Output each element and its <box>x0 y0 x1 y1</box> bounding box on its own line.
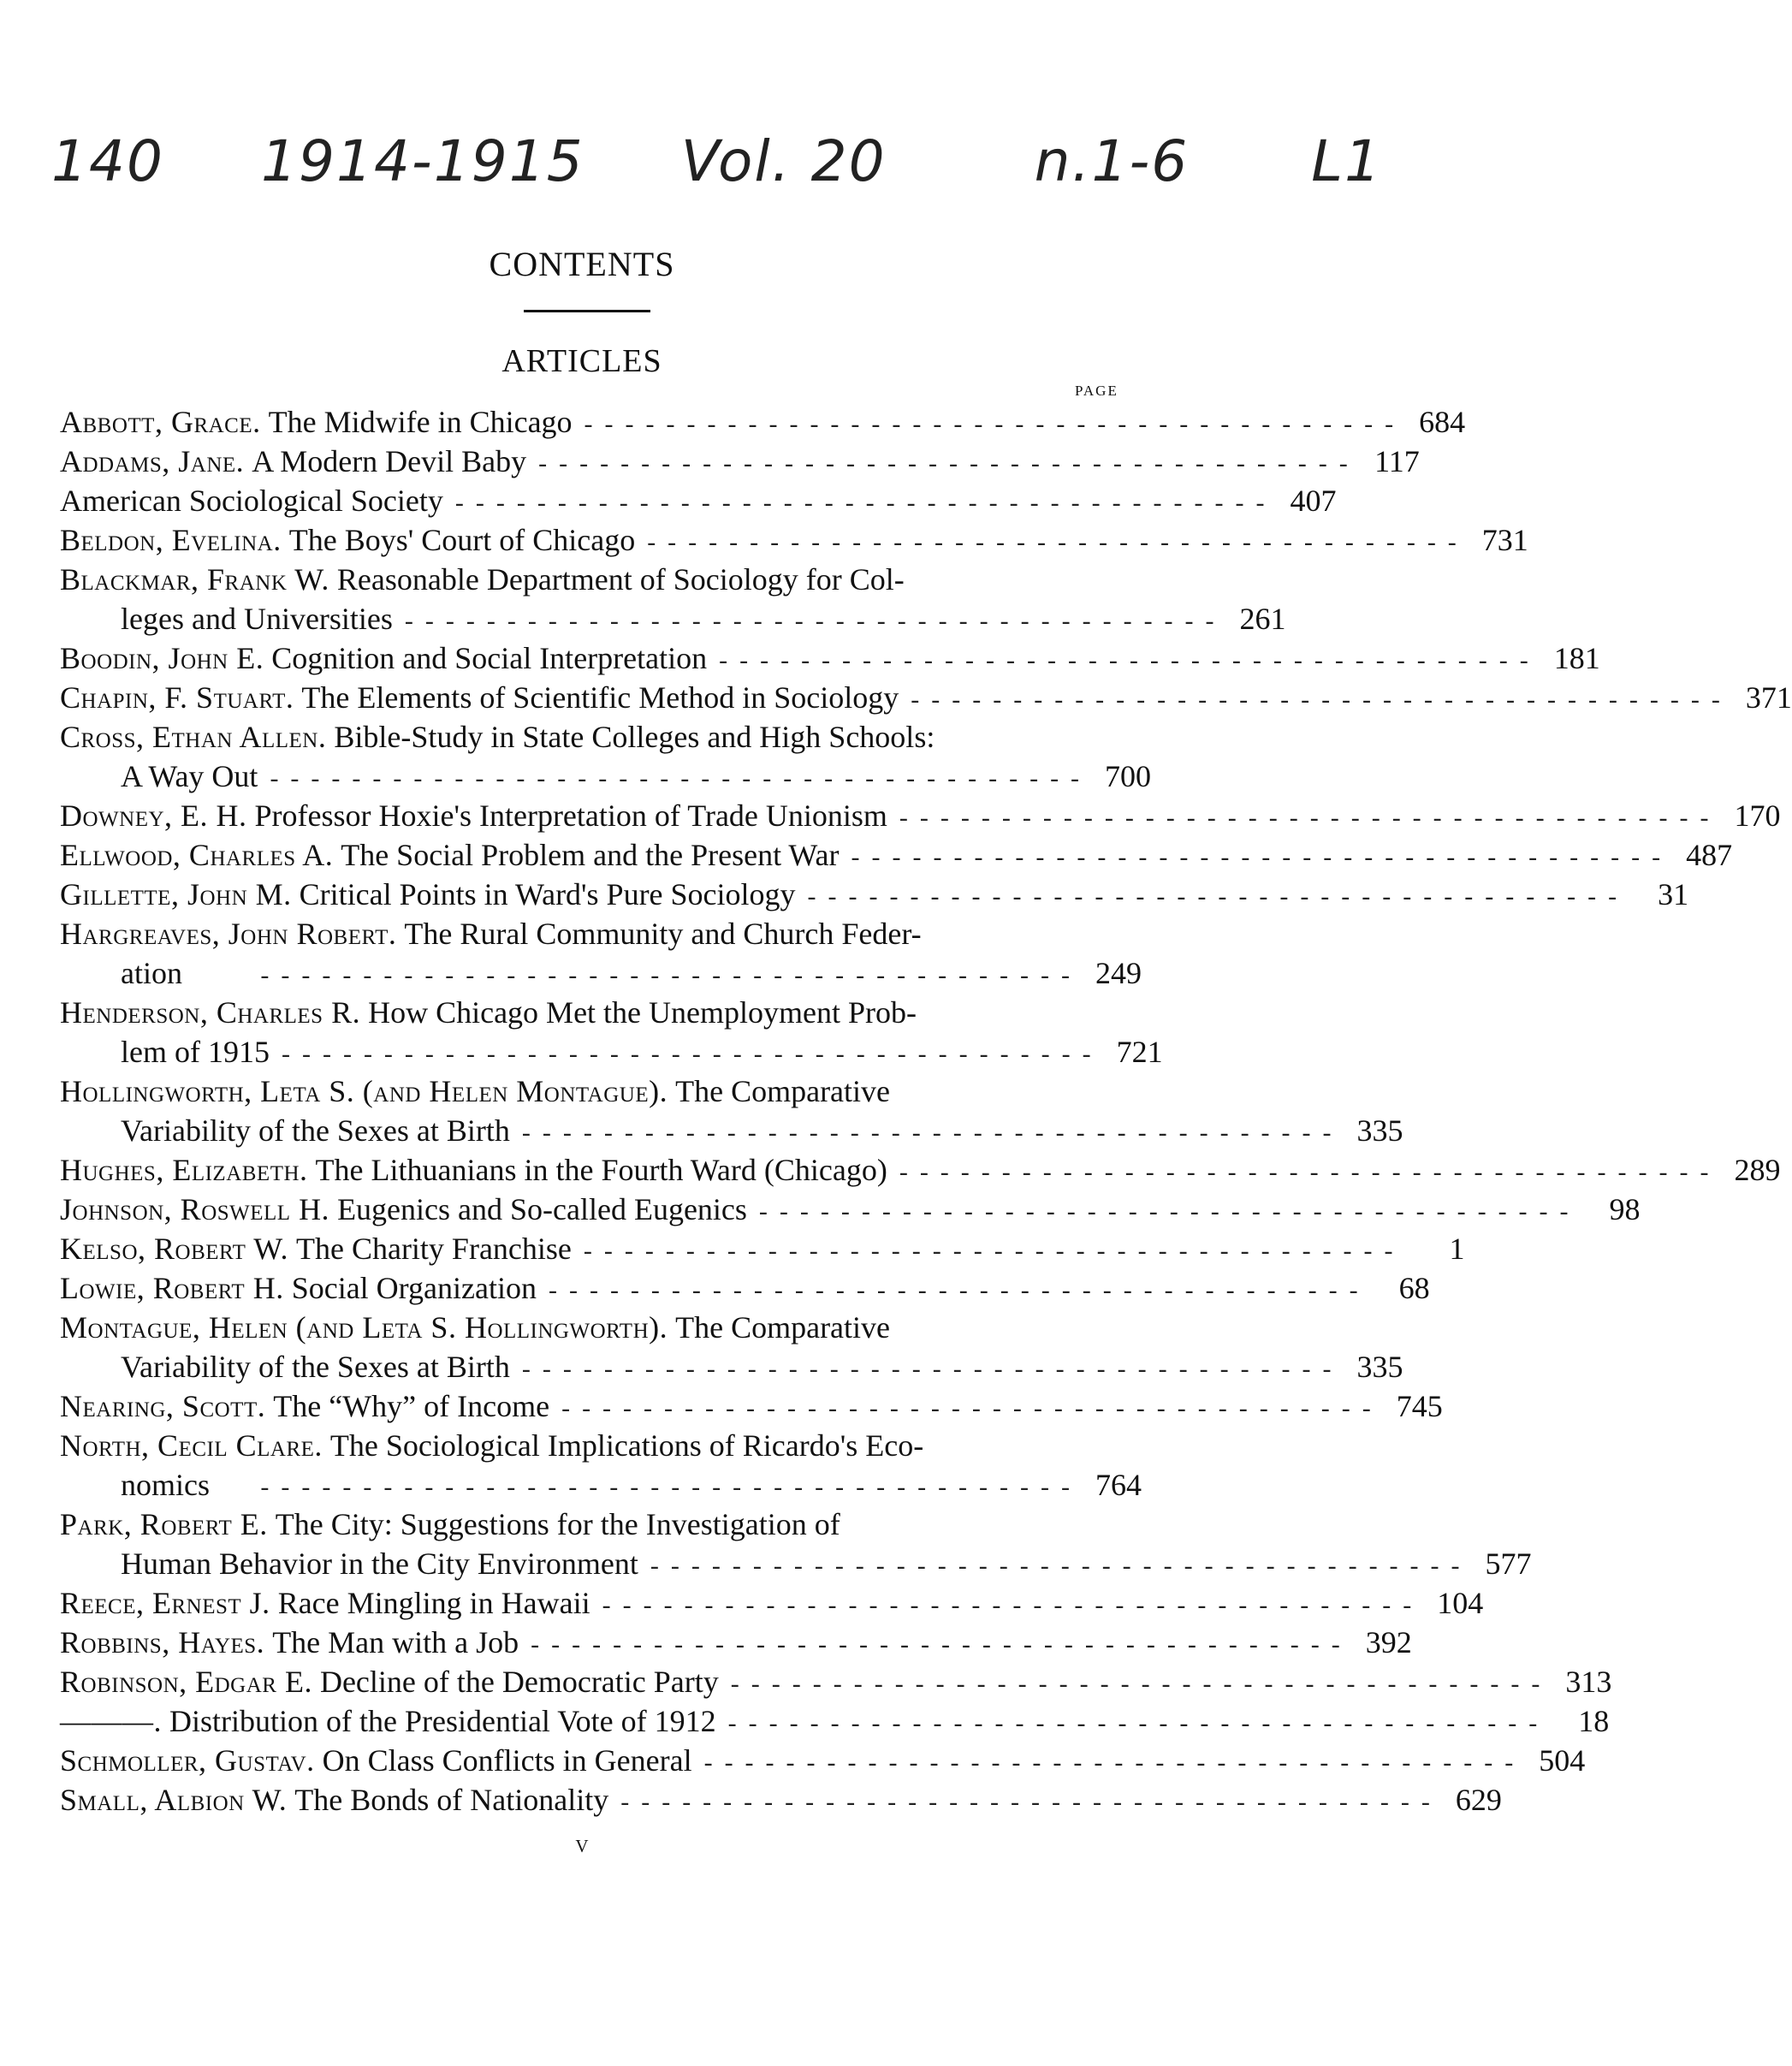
entry-title: A Modern Devil Baby <box>252 444 527 478</box>
dot-leader: ---------------------------------------- <box>281 1040 1103 1068</box>
toc-entry-line <box>60 442 1420 481</box>
entry-title: ation <box>121 956 182 990</box>
entry-title: Bible-Study in State Colleges and High Schools: <box>334 720 935 754</box>
entry-author: Ellwood, Charles A. <box>60 838 334 872</box>
spacer <box>244 442 252 481</box>
table-of-contents <box>60 402 1792 1820</box>
toc-entry <box>60 835 1733 875</box>
dot-leader: ---------------------------------------- <box>758 1197 1581 1226</box>
entry-title: The Comparative <box>675 1310 891 1345</box>
toc-entry-line <box>60 914 1142 953</box>
entry-author: Robbins, Hayes. <box>60 1625 265 1659</box>
toc-entry <box>60 1623 1412 1662</box>
spacer <box>264 638 271 678</box>
handwritten-years: 1914-1915 <box>260 128 584 194</box>
entry-author: Reece, Ernest J. <box>60 1586 270 1620</box>
entry-page-number: 31 <box>1658 877 1689 911</box>
entry-page-number: 629 <box>1455 1783 1502 1817</box>
entry-title: leges and Universities <box>121 602 393 636</box>
entry-author: Lowie, Robert H. <box>60 1271 284 1305</box>
entry-author: Cross, Ethan Allen. <box>60 720 327 754</box>
entry-page-number: 684 <box>1419 405 1466 439</box>
entry-author: Robinson, Edgar E. <box>60 1665 312 1699</box>
entry-page-number: 504 <box>1539 1743 1586 1778</box>
toc-entry-line <box>60 796 1781 835</box>
spacer <box>287 1780 294 1820</box>
toc-entry-line <box>60 1505 1142 1544</box>
toc-entry-line <box>60 1190 1641 1229</box>
toc-entry-line <box>60 481 1337 520</box>
entry-title: Eugenics and So-called Eugenics <box>337 1192 747 1226</box>
spacer <box>312 1662 320 1701</box>
toc-entry <box>60 481 1337 520</box>
entry-page-number: 289 <box>1734 1153 1781 1187</box>
toc-entry-line <box>60 1623 1412 1662</box>
entry-page-number: 117 <box>1374 444 1420 478</box>
entry-page-number: 700 <box>1105 759 1152 793</box>
page-column-label: PAGE <box>1075 383 1119 399</box>
toc-entry <box>60 402 1466 442</box>
entry-page-number: 764 <box>1095 1468 1142 1502</box>
toc-entry <box>60 1780 1502 1820</box>
entry-author: Boodin, John E. <box>60 641 264 675</box>
entry-author: Small, Albion W. <box>60 1783 288 1817</box>
toc-entry-line <box>60 1701 1610 1741</box>
entry-title: lem of 1915 <box>121 1035 270 1069</box>
entry-page-number: 745 <box>1396 1389 1443 1423</box>
toc-entry-line <box>60 757 1152 796</box>
entry-page-number: 392 <box>1365 1625 1412 1659</box>
entry-author: Beldon, Evelina. <box>60 523 282 557</box>
dot-leader: ---------------------------------------- <box>583 1237 1405 1265</box>
toc-entry <box>60 1190 1641 1229</box>
spacer <box>264 1623 272 1662</box>
entry-title: The Rural Community and Church Feder- <box>404 917 922 951</box>
handwritten-annotation <box>51 128 1382 194</box>
spacer <box>288 1229 296 1268</box>
spacer <box>292 875 300 914</box>
entry-page-number: 487 <box>1686 838 1733 872</box>
dot-leader: ---------------------------------------- <box>730 1670 1552 1698</box>
entry-author: Johnson, Roswell H. <box>60 1192 330 1226</box>
toc-entry-line <box>60 1032 1163 1072</box>
toc-entry <box>60 993 1163 1072</box>
entry-page-number: 181 <box>1553 641 1600 675</box>
toc-entry-line <box>60 1662 1612 1701</box>
entry-title: The Boys' Court of Chicago <box>288 523 636 557</box>
entry-title: The Charity Franchise <box>295 1232 572 1266</box>
entry-author: Chapin, F. Stuart. <box>60 680 294 715</box>
entry-author: Schmoller, Gustav. <box>60 1743 315 1778</box>
dot-leader: ---------------------------------------- <box>719 646 1540 674</box>
toc-entry <box>60 1072 1403 1150</box>
entry-title: The Bonds of Nationality <box>294 1783 609 1817</box>
entry-title: Decline of the Democratic Party <box>319 1665 719 1699</box>
entry-title: The Sociological Implications of Ricardo's Eco- <box>329 1428 924 1463</box>
section-heading: ARTICLES <box>501 343 662 379</box>
entry-title: How Chicago Met the Unemployment Prob- <box>368 995 917 1030</box>
entry-title: Reasonable Department of Sociology for Col- <box>336 562 905 597</box>
toc-entry-line <box>60 1308 1142 1347</box>
toc-entry <box>60 638 1600 678</box>
toc-entry <box>60 1662 1612 1701</box>
entry-page-number: 721 <box>1116 1035 1163 1069</box>
spacer <box>360 993 368 1032</box>
spacer <box>396 914 404 953</box>
entry-page-number: 577 <box>1485 1547 1532 1581</box>
spacer <box>261 402 269 442</box>
spacer <box>668 1072 675 1111</box>
page-title: CONTENTS <box>489 245 675 283</box>
entry-author: Henderson, Charles R. <box>60 995 361 1030</box>
dot-leader: ---------------------------------------- <box>911 686 1732 714</box>
toc-entry-line <box>60 953 1142 993</box>
toc-entry-line <box>60 1741 1586 1780</box>
entry-title: Variability of the Sexes at Birth <box>121 1350 510 1384</box>
dot-leader: ---------------------------------------- <box>703 1748 1526 1777</box>
dot-leader: ---------------------------------------- <box>620 1788 1442 1816</box>
toc-entry-line <box>60 1111 1403 1150</box>
dot-leader: ---------------------------------------- <box>521 1119 1344 1147</box>
spacer <box>268 1505 276 1544</box>
entry-author: Hughes, Elizabeth. <box>60 1153 308 1187</box>
toc-entry-line <box>60 1465 1142 1505</box>
entry-title: Distribution of the Presidential Vote of 1912 <box>169 1704 716 1738</box>
toc-entry-line <box>60 1386 1443 1426</box>
toc-entry <box>60 1268 1430 1308</box>
entry-title: The City: Suggestions for the Investigation of <box>275 1507 840 1541</box>
entry-page-number: 18 <box>1578 1704 1610 1738</box>
handwritten-numbers: n.1-6 <box>1034 128 1190 194</box>
entry-title: Variability of the Sexes at Birth <box>121 1113 510 1148</box>
entry-title: The Elements of Scientific Method in Sociology <box>301 680 899 715</box>
spacer <box>162 1701 169 1741</box>
toc-entry-line <box>60 402 1466 442</box>
toc-entry-line <box>60 1072 1142 1111</box>
toc-entry <box>60 914 1142 993</box>
entry-page-number: 1 <box>1449 1232 1465 1266</box>
dot-leader: ---------------------------------------- <box>807 882 1629 911</box>
dot-leader: ---------------------------------------- <box>899 1158 1721 1186</box>
entry-title: Professor Hoxie's Interpretation of Trade Unionism <box>254 798 887 833</box>
toc-entry-line <box>60 1347 1403 1386</box>
toc-entry-line <box>60 1229 1465 1268</box>
handwritten-code: L1 <box>1311 128 1382 194</box>
entry-page-number: 731 <box>1481 523 1528 557</box>
entry-page-number: 249 <box>1095 956 1142 990</box>
entry-author: Blackmar, Frank W. <box>60 562 329 597</box>
toc-entry <box>60 442 1420 481</box>
entry-title: The Midwife in Chicago <box>268 405 573 439</box>
entry-title: The Man with a Job <box>272 1625 519 1659</box>
spacer <box>333 835 341 875</box>
dot-leader: ---------------------------------------- <box>602 1591 1424 1619</box>
entry-title: Social Organization <box>291 1271 537 1305</box>
toc-entry-line <box>60 1268 1430 1308</box>
dot-leader: ---------------------------------------- <box>270 764 1092 793</box>
entry-title: On Class Conflicts in General <box>322 1743 692 1778</box>
entry-title: The Lithuanians in the Fourth Ward (Chicago) <box>315 1153 887 1187</box>
toc-entry-line <box>60 1150 1781 1190</box>
spacer <box>308 1150 316 1190</box>
dot-leader: ---------------------------------------- <box>531 1630 1352 1659</box>
toc-entry <box>60 678 1792 717</box>
spacer <box>282 520 289 560</box>
entry-page-number: 261 <box>1239 602 1286 636</box>
toc-entry <box>60 1741 1586 1780</box>
dot-leader: ---------------------------------------- <box>647 528 1469 556</box>
spacer <box>329 1190 337 1229</box>
handwritten-volume: Vol. 20 <box>680 128 887 194</box>
entry-page-number: 313 <box>1565 1665 1612 1699</box>
title-rule <box>524 310 650 312</box>
toc-entry-line <box>60 875 1689 914</box>
dot-leader: ---------------------------------------- <box>454 489 1277 517</box>
entry-title: American Sociological Society <box>60 484 443 518</box>
entry-author: Downey, E. H. <box>60 798 247 833</box>
dot-leader: ---------------------------------------- <box>538 449 1360 478</box>
entry-page-number: 371 <box>1745 680 1792 715</box>
toc-entry <box>60 1308 1403 1386</box>
toc-entry <box>60 560 1286 638</box>
toc-entry-line <box>60 1583 1484 1623</box>
dot-leader: ---------------------------------------- <box>521 1355 1344 1383</box>
entry-author: North, Cecil Clare. <box>60 1428 323 1463</box>
dot-leader: ---------------------------------------- <box>548 1276 1370 1304</box>
entry-title: nomics <box>121 1468 210 1502</box>
toc-entry <box>60 1701 1610 1741</box>
entry-author: Kelso, Robert W. <box>60 1232 288 1266</box>
dot-leader: ---------------------------------------- <box>404 607 1226 635</box>
toc-entry-line <box>60 1544 1532 1583</box>
page-folio: v <box>575 1830 589 1858</box>
toc-entry-line <box>60 520 1528 560</box>
dot-leader: ---------------------------------------- <box>650 1552 1472 1580</box>
toc-entry <box>60 1583 1484 1623</box>
toc-entry <box>60 520 1528 560</box>
entry-page-number: 335 <box>1356 1113 1403 1148</box>
spacer <box>329 560 337 599</box>
spacer <box>270 1583 278 1623</box>
entry-title: The “Why” of Income <box>273 1389 550 1423</box>
entry-author: Montague, Helen (and Leta S. Hollingworth). <box>60 1310 668 1345</box>
spacer <box>284 1268 292 1308</box>
entry-author: Nearing, Scott. <box>60 1389 266 1423</box>
toc-entry <box>60 1426 1142 1505</box>
entry-page-number: 98 <box>1609 1192 1641 1226</box>
toc-entry-line <box>60 1780 1502 1820</box>
toc-entry-line <box>60 599 1286 638</box>
entry-author: Park, Robert E. <box>60 1507 268 1541</box>
spacer <box>323 1426 330 1465</box>
spacer <box>315 1741 323 1780</box>
toc-entry-line <box>60 638 1600 678</box>
dot-leader: ---------------------------------------- <box>260 961 1082 989</box>
dot-leader: ---------------------------------------- <box>584 410 1406 438</box>
toc-entry-line <box>60 1426 1142 1465</box>
entry-author: Addams, Jane. <box>60 444 245 478</box>
spacer <box>326 717 334 757</box>
entry-title: Race Mingling in Hawaii <box>277 1586 590 1620</box>
entry-page-number: 68 <box>1398 1271 1430 1305</box>
entry-title: A Way Out <box>121 759 258 793</box>
toc-entry-line <box>60 560 1142 599</box>
spacer <box>668 1308 675 1347</box>
entry-page-number: 104 <box>1437 1586 1484 1620</box>
entry-page-number: 407 <box>1290 484 1337 518</box>
spacer <box>247 796 255 835</box>
entry-author: ———. <box>60 1704 162 1738</box>
toc-entry <box>60 796 1781 835</box>
dot-leader: ---------------------------------------- <box>260 1473 1082 1501</box>
entry-author: Hargreaves, John Robert. <box>60 917 397 951</box>
toc-entry <box>60 1505 1532 1583</box>
dot-leader: ---------------------------------------- <box>899 804 1721 832</box>
entry-title: Cognition and Social Interpretation <box>271 641 708 675</box>
entry-title: The Social Problem and the Present War <box>341 838 840 872</box>
dot-leader: ---------------------------------------- <box>561 1394 1383 1422</box>
entry-author: Hollingworth, Leta S. (and Helen Montague). <box>60 1074 668 1108</box>
spacer <box>294 678 301 717</box>
toc-entry-line <box>60 993 1142 1032</box>
spacer <box>265 1386 273 1426</box>
entry-author: Gillette, John M. <box>60 877 292 911</box>
entry-page-number: 335 <box>1356 1350 1403 1384</box>
toc-entry <box>60 875 1689 914</box>
entry-title: The Comparative <box>675 1074 891 1108</box>
toc-entry <box>60 717 1152 796</box>
toc-entry-line <box>60 678 1792 717</box>
handwritten-call-number: 140 <box>51 128 164 194</box>
entry-title: Human Behavior in the City Environment <box>121 1547 638 1581</box>
toc-entry <box>60 1229 1465 1268</box>
entry-title: Critical Points in Ward's Pure Sociology <box>299 877 796 911</box>
toc-entry <box>60 1150 1781 1190</box>
dot-leader: ---------------------------------------- <box>727 1709 1550 1737</box>
toc-entry-line <box>60 835 1733 875</box>
toc-entry-line <box>60 717 1142 757</box>
toc-entry <box>60 1386 1443 1426</box>
dot-leader: ---------------------------------------- <box>851 843 1673 871</box>
entry-author: Abbott, Grace. <box>60 405 261 439</box>
entry-page-number: 170 <box>1734 798 1781 833</box>
